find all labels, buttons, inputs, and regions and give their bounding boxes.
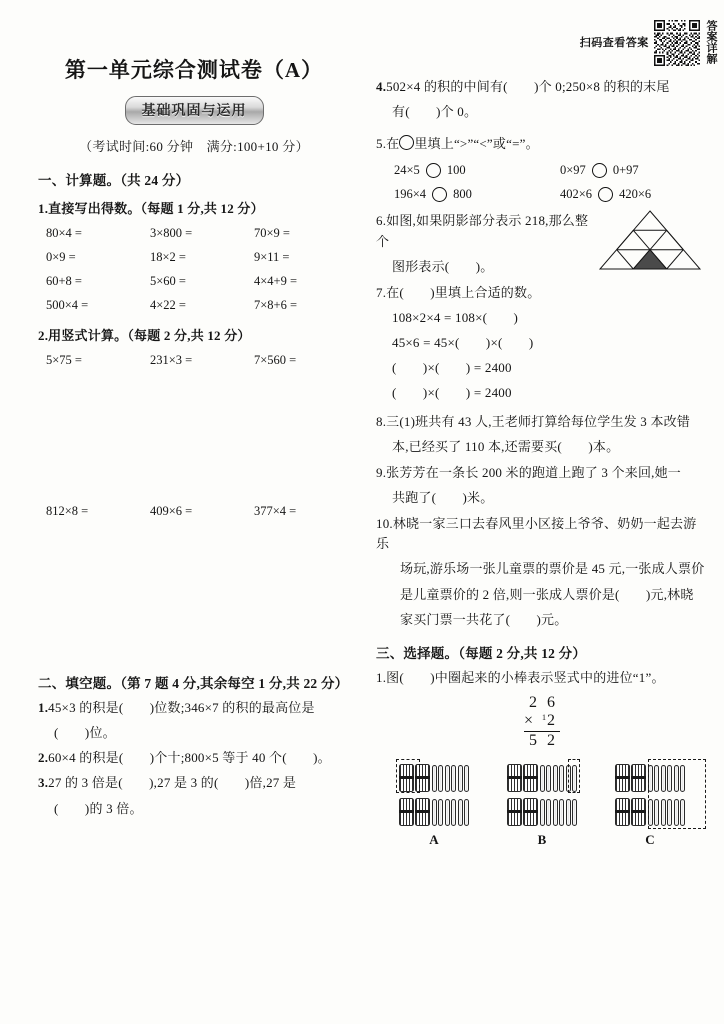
comparison-item (376, 187, 542, 202)
vertical-calc-item: 812×8 = (46, 504, 89, 518)
single-stick (445, 765, 450, 792)
vmul-result: 5 2 (529, 731, 559, 749)
item-number: 3. (38, 775, 49, 791)
item-text: 502×4 的积的中间有( )个 0;250×8 的积的末尾 (386, 79, 670, 94)
stick-option-c[interactable] (615, 762, 686, 848)
vmul-top: 2 6 (529, 693, 559, 711)
comparison-row-1 (376, 163, 708, 178)
shaded-region (633, 250, 666, 269)
item-number: 1. (38, 700, 49, 715)
single-stick (438, 765, 443, 792)
single-stick (553, 799, 558, 826)
single-stick (559, 799, 564, 826)
stick-bundle (523, 798, 538, 826)
comparison-item (376, 163, 542, 178)
stick-bundle (507, 764, 522, 792)
option-label-c: C (645, 832, 655, 848)
item-text: 27 的 3 倍是( ),27 是 3 的( )倍,27 是 (48, 775, 297, 791)
question-6-line1: 6.如图,如果阴影部分表示 218,那么整个 (376, 213, 589, 249)
question-6-line2: 图形表示( )。 (392, 258, 494, 274)
section1-q2-heading: 2.用竖式计算。（每题 2 分,共 12 分） (38, 328, 251, 343)
vertical-calc-item: 377×4 = (253, 504, 297, 518)
question-7-item: ( )×( ) = 2400 (392, 360, 512, 376)
exam-info: （考试时间:60 分钟 满分:100+10 分） (79, 139, 309, 154)
vmul-sign: × (523, 712, 537, 730)
single-stick (559, 765, 564, 792)
oral-calc-row-1 (38, 226, 350, 241)
single-stick (464, 765, 469, 792)
question-9-line1: 9.张芳芳在一条长 200 米的跑道上跑了 3 个来回,她一 (376, 464, 682, 480)
section-banner: 基础巩固与运用 (125, 96, 264, 125)
vertical-calc-row-2 (38, 504, 350, 519)
single-stick (553, 765, 558, 792)
oral-calc-item: 3×800 = (149, 226, 193, 240)
item-number: 2. (38, 750, 49, 766)
comparison-row-2 (376, 187, 708, 202)
single-stick (432, 799, 437, 826)
vmul-multiplier: 2 (547, 712, 559, 730)
work-space-2 (38, 528, 350, 658)
item-text-part1: 5.在 (376, 136, 400, 152)
item-text: 45×3 的积是( )位数;346×7 的积的最高位是 (48, 700, 315, 715)
question-7-item: 108×2×4 = 108×( ) (392, 309, 519, 325)
stick-bundle (615, 764, 630, 792)
single-stick (566, 799, 571, 826)
section-3-heading: 三、选择题。（每题 2 分,共 12 分） (376, 645, 587, 661)
oral-calc-item: 5×60 = (149, 274, 186, 288)
stick-bundle (507, 798, 522, 826)
fill-blank-item-3 (38, 773, 350, 793)
single-stick (458, 765, 463, 792)
single-stick (445, 799, 450, 826)
question-6-block (376, 211, 708, 276)
vertical-calc-item: 5×75 = (46, 353, 82, 367)
item-text: 60×4 的积是( )个十;800×5 等于 40 个( )。 (48, 750, 331, 766)
right-column (362, 6, 717, 1020)
comparison-circle-icon[interactable] (598, 187, 613, 202)
single-stick (451, 799, 456, 826)
oral-calc-item: 4×4+9 = (253, 274, 297, 288)
comparison-left: 0×97 (560, 163, 586, 178)
comparison-circle-icon[interactable] (432, 187, 447, 202)
banner-wrap (38, 96, 350, 125)
stick-options-area (376, 762, 708, 848)
single-stick (432, 765, 437, 792)
fill-blank-item-1 (38, 698, 350, 718)
stick-bundle (415, 798, 430, 826)
single-stick (540, 799, 545, 826)
vertical-multiplication-figure (376, 694, 708, 750)
page-title: 第一单元综合测试卷（A） (64, 58, 324, 82)
oral-calc-row-3 (38, 274, 350, 289)
comparison-item (542, 187, 708, 202)
comparison-right: 100 (446, 163, 466, 178)
oral-calc-item: 60+8 = (46, 274, 82, 288)
section3-q1-text: 1.图( )中圈起来的小棒表示竖式中的进位“1”。 (376, 669, 665, 685)
option-label-a: A (429, 832, 439, 848)
question-8-line2: 本,已经买了 110 本,还需要买( )本。 (392, 438, 620, 454)
question-7-heading: 7.在( )里填上合适的数。 (376, 284, 541, 300)
item-number: 4. (376, 79, 387, 94)
question-10-line2: 场玩,游乐场一张儿童票的票价是 45 元,一张成人票价 (400, 561, 705, 577)
stick-row (399, 762, 470, 792)
stick-row (507, 796, 578, 826)
vertical-calc-item: 231×3 = (149, 353, 193, 367)
fill-blank-item-5 (376, 134, 708, 154)
single-stick (540, 765, 545, 792)
fill-blank-item-1-line2: ( )位。 (54, 725, 116, 741)
item-text-part2: 里填上“>”“<”或“=”。 (414, 136, 539, 152)
stick-bundle (631, 798, 646, 826)
stick-bundle (615, 798, 630, 826)
shaded-triangle-figure (598, 209, 702, 271)
oral-calc-item: 80×4 = (46, 226, 82, 240)
dashed-selection-box (568, 759, 580, 793)
question-7-item: 45×6 = 45×( )×( ) (392, 335, 534, 351)
vmul-carry: 1 (542, 713, 547, 723)
comparison-item (542, 163, 708, 178)
comparison-circle-icon[interactable] (426, 163, 441, 178)
single-stick (451, 765, 456, 792)
stick-bundle (399, 798, 414, 826)
question-10-line3: 是儿童票价的 2 倍,则一张成人票价是( )元,林晓 (400, 586, 694, 602)
fill-blank-item-2 (38, 748, 350, 768)
left-column (10, 6, 362, 1020)
section-2-heading: 二、填空题。（第 7 题 4 分,其余每空 1 分,共 22 分） (38, 676, 349, 691)
oral-calc-item: 18×2 = (149, 250, 186, 264)
comparison-circle-icon[interactable] (592, 163, 607, 178)
fill-blank-item-3-line2: ( )的 3 倍。 (54, 800, 143, 816)
oral-calc-item: 500×4 = (46, 298, 89, 312)
question-10-line4: 家买门票一共花了( )元。 (400, 611, 568, 627)
option-label-b: B (537, 832, 547, 848)
section-1-heading: 一、计算题。（共 24 分） (38, 173, 190, 188)
comparison-circle-icon[interactable] (399, 135, 414, 150)
oral-calc-item: 4×22 = (149, 298, 186, 312)
oral-calc-item: 70×9 = (253, 226, 290, 240)
comparison-left: 402×6 (560, 187, 593, 202)
comparison-right: 420×6 (619, 187, 652, 202)
vertical-calc-item: 409×6 = (149, 504, 193, 518)
stick-row (399, 796, 470, 826)
oral-calc-item: 7×8+6 = (253, 298, 297, 312)
comparison-left: 24×5 (394, 163, 420, 178)
stick-bundle (523, 764, 538, 792)
qr-side-label: 答案详解 (705, 20, 717, 64)
single-stick (546, 765, 551, 792)
fill-blank-item-4 (376, 77, 708, 97)
question-8-line1: 8.三(1)班共有 43 人,王老师打算给每位学生发 3 本改错 (376, 413, 691, 429)
single-stick (546, 799, 551, 826)
stick-option-b[interactable] (507, 762, 578, 848)
dashed-selection-box (648, 759, 706, 829)
comparison-right: 0+97 (612, 163, 639, 178)
work-space-1 (38, 377, 350, 495)
stick-bundle (631, 764, 646, 792)
comparison-right: 800 (453, 187, 472, 202)
question-10-line1: 10.林晓一家三口去春风里小区接上爷爷、奶奶一起去游乐 (376, 516, 697, 552)
single-stick (458, 799, 463, 826)
oral-calc-row-2 (38, 250, 350, 265)
oral-calc-row-4 (38, 298, 350, 313)
single-stick (438, 799, 443, 826)
comparison-left: 196×4 (394, 187, 427, 202)
vmul-middle (524, 712, 560, 731)
stick-option-a[interactable] (399, 762, 470, 848)
single-stick (572, 799, 577, 826)
question-9-line2: 共跑了( )米。 (392, 489, 494, 505)
fill-blank-item-4-line2: 有( )个 0。 (392, 104, 478, 120)
stick-row (507, 762, 578, 792)
oral-calc-item: 0×9 = (46, 250, 76, 264)
section1-q1-heading: 1.直接写出得数。（每题 1 分,共 12 分） (38, 201, 264, 216)
single-stick (464, 799, 469, 826)
vertical-calc-item: 7×560 = (253, 353, 297, 367)
oral-calc-item: 9×11 = (253, 250, 290, 264)
dashed-selection-box (396, 759, 420, 793)
qr-label: 扫码查看答案 (579, 37, 649, 49)
vertical-calc-row-1 (38, 353, 350, 368)
qr-spacer (376, 6, 708, 72)
question-7-item: ( )×( ) = 2400 (392, 385, 512, 401)
